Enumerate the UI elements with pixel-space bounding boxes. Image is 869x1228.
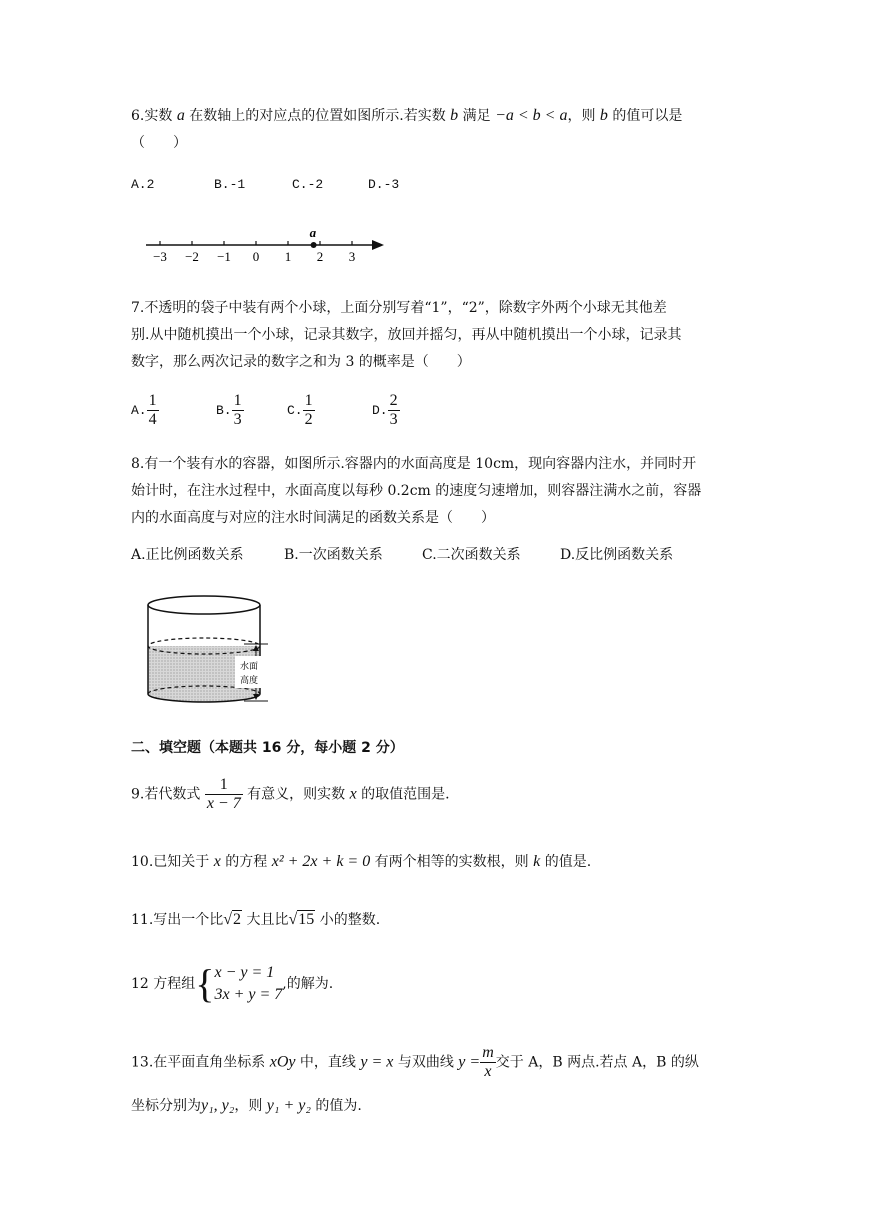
q8-option-a: A.正比例函数关系 bbox=[131, 547, 244, 563]
coordinate-system: xOy bbox=[269, 1053, 296, 1071]
q9-text: 9.若代数式 bbox=[131, 786, 205, 803]
number-line-tick-label: −2 bbox=[185, 249, 199, 264]
q6-text: ，则 bbox=[567, 108, 600, 124]
q6-option-c: C.-2 bbox=[292, 177, 324, 192]
number-line-tick-label: 3 bbox=[348, 249, 356, 264]
fraction bbox=[232, 392, 244, 429]
q13-line-2 bbox=[131, 1096, 362, 1116]
fraction bbox=[303, 392, 315, 429]
radicand: 2 bbox=[233, 911, 242, 928]
q13-text: 中，直线 bbox=[295, 1054, 361, 1071]
q6-text: 6.实数 bbox=[131, 108, 177, 124]
q12-text: 12 方程组 bbox=[131, 976, 196, 992]
y-values: y₁, y₂ bbox=[201, 1097, 235, 1114]
number-line-tick-label: −3 bbox=[153, 249, 167, 264]
q13-text: 坐标分别为 bbox=[131, 1098, 201, 1114]
q6-option-b: B.-1 bbox=[214, 177, 246, 192]
numerator: 2 bbox=[389, 392, 398, 409]
number-line-tick-label: 2 bbox=[316, 249, 324, 264]
number-line-tick-label: 1 bbox=[284, 249, 292, 264]
container-top-rim bbox=[148, 596, 260, 614]
denominator: x bbox=[484, 1063, 492, 1080]
hyperbola-lhs: y = bbox=[458, 1053, 481, 1071]
equation-2: 3x + y = 7 bbox=[214, 986, 283, 1003]
option-label: D. bbox=[372, 402, 388, 418]
q13-text: 交于 A，B 两点.若点 A，B 的纵 bbox=[495, 1054, 699, 1071]
denominator: x − 7 bbox=[206, 795, 241, 812]
hyperbola-fraction bbox=[480, 1044, 496, 1081]
q6-text: 在数轴上的对应点的位置如图所示.若实数 bbox=[184, 108, 451, 124]
q10-equation: x² + 2x + k = 0 bbox=[271, 853, 371, 870]
q11-text: 大且比 bbox=[242, 912, 289, 928]
var-b: b bbox=[450, 107, 459, 124]
section-2-title: 二、填空题（本题共 16 分，每小题 2 分） bbox=[131, 740, 404, 756]
q6-stem bbox=[131, 106, 682, 126]
var-x: x bbox=[213, 853, 221, 870]
q12-text: ,的解为. bbox=[282, 976, 334, 992]
q7-option-d bbox=[372, 392, 400, 429]
var-x: x bbox=[349, 785, 357, 803]
q7-line-1: 7.不透明的袋子中装有两个小球，上面分别写着“1”，“2”，除数字外两个小球无其他差 bbox=[131, 300, 667, 316]
var-k: k bbox=[533, 853, 541, 870]
line-equation: y = x bbox=[360, 1053, 394, 1071]
q9-text: 的取值范围是. bbox=[356, 786, 450, 803]
q6-text: 满足 bbox=[458, 108, 496, 124]
q13-text: 与双曲线 bbox=[393, 1054, 459, 1071]
q10-text: 有两个相等的实数根，则 bbox=[370, 854, 534, 870]
var-b: b bbox=[599, 107, 608, 124]
q10-text: 的方程 bbox=[220, 854, 272, 870]
sqrt-15: √15 bbox=[288, 911, 315, 928]
q11-text: 小的整数. bbox=[315, 912, 381, 928]
height-label-2: 高度 bbox=[239, 676, 259, 686]
option-label: A. bbox=[131, 402, 147, 418]
q11-text: 11.写出一个比 bbox=[131, 912, 224, 928]
numerator: 1 bbox=[304, 392, 313, 409]
numerator: 1 bbox=[205, 776, 243, 795]
height-label-1: 水面 bbox=[239, 662, 259, 672]
equation-1: x − y = 1 bbox=[214, 964, 275, 981]
q9-text: 有意义，则实数 bbox=[242, 786, 350, 803]
q7-line-2: 别.从中随机摸出一个小球，记录其数字，放回并摇匀，再从中随机摸出一个小球，记录其 bbox=[131, 327, 682, 343]
q6-condition: −a < b < a bbox=[495, 107, 568, 124]
brace-icon: { bbox=[195, 961, 215, 1006]
q8-line-2: 始计时，在注水过程中，水面高度以每秒 0.2cm 的速度匀速增加，则容器注满水之前，容器 bbox=[131, 483, 702, 499]
q7-option-a bbox=[131, 392, 159, 429]
equation-system bbox=[214, 962, 282, 1006]
numerator: m bbox=[482, 1044, 494, 1061]
y-sum: y₁ + y₂ bbox=[266, 1097, 311, 1114]
option-label: B. bbox=[216, 402, 232, 418]
denominator: 3 bbox=[389, 411, 398, 428]
q13-text: 13.在平面直角坐标系 bbox=[131, 1054, 270, 1071]
q8-option-b: B.一次函数关系 bbox=[284, 547, 383, 563]
q10 bbox=[131, 852, 591, 872]
q6-answer-paren: （ ） bbox=[131, 135, 187, 151]
q8-option-d: D.反比例函数关系 bbox=[560, 547, 674, 563]
q13-text: ，则 bbox=[234, 1098, 267, 1114]
q9 bbox=[131, 776, 450, 813]
var-a: a bbox=[176, 107, 185, 124]
point-a-label: a bbox=[309, 225, 317, 240]
q8-line-1: 8.有一个装有水的容器，如图所示.容器内的水面高度是 10cm，现向容器内注水，并同时开 bbox=[131, 456, 697, 472]
option-label: C. bbox=[287, 402, 303, 418]
numerator: 1 bbox=[148, 392, 157, 409]
q12 bbox=[131, 962, 333, 1006]
number-line-tick-label: 0 bbox=[252, 249, 260, 264]
q10-text: 10.已知关于 bbox=[131, 854, 214, 870]
denominator: 2 bbox=[304, 411, 313, 428]
fraction bbox=[388, 392, 400, 429]
container-figure bbox=[140, 588, 270, 710]
q7-option-b bbox=[216, 392, 244, 429]
denominator: 3 bbox=[233, 411, 242, 428]
q10-text: 的值是. bbox=[540, 854, 592, 870]
q7-line-3: 数字，那么两次记录的数字之和为 3 的概率是（ ） bbox=[131, 354, 471, 370]
q13-text: 的值为. bbox=[310, 1098, 362, 1114]
q13-line-1 bbox=[131, 1044, 699, 1081]
point-a-dot bbox=[311, 242, 317, 248]
number-line-arrow bbox=[372, 240, 384, 250]
numerator: 1 bbox=[233, 392, 242, 409]
number-line-tick-label: −1 bbox=[217, 249, 231, 264]
q6-option-d: D.-3 bbox=[368, 177, 400, 192]
fraction bbox=[147, 392, 159, 429]
q8-option-c: C.二次函数关系 bbox=[422, 547, 521, 563]
sqrt-2: √2 bbox=[223, 911, 242, 928]
radicand: 15 bbox=[298, 911, 315, 928]
q7-option-c bbox=[287, 392, 315, 429]
q9-fraction bbox=[205, 776, 243, 813]
denominator: 4 bbox=[148, 411, 157, 428]
number-line-figure bbox=[140, 222, 390, 272]
q11 bbox=[131, 910, 380, 930]
q6-text: 的值可以是 bbox=[607, 108, 683, 124]
q8-line-3: 内的水面高度与对应的注水时间满足的函数关系是（ ） bbox=[131, 510, 495, 526]
q6-option-a: A.2 bbox=[131, 177, 155, 192]
